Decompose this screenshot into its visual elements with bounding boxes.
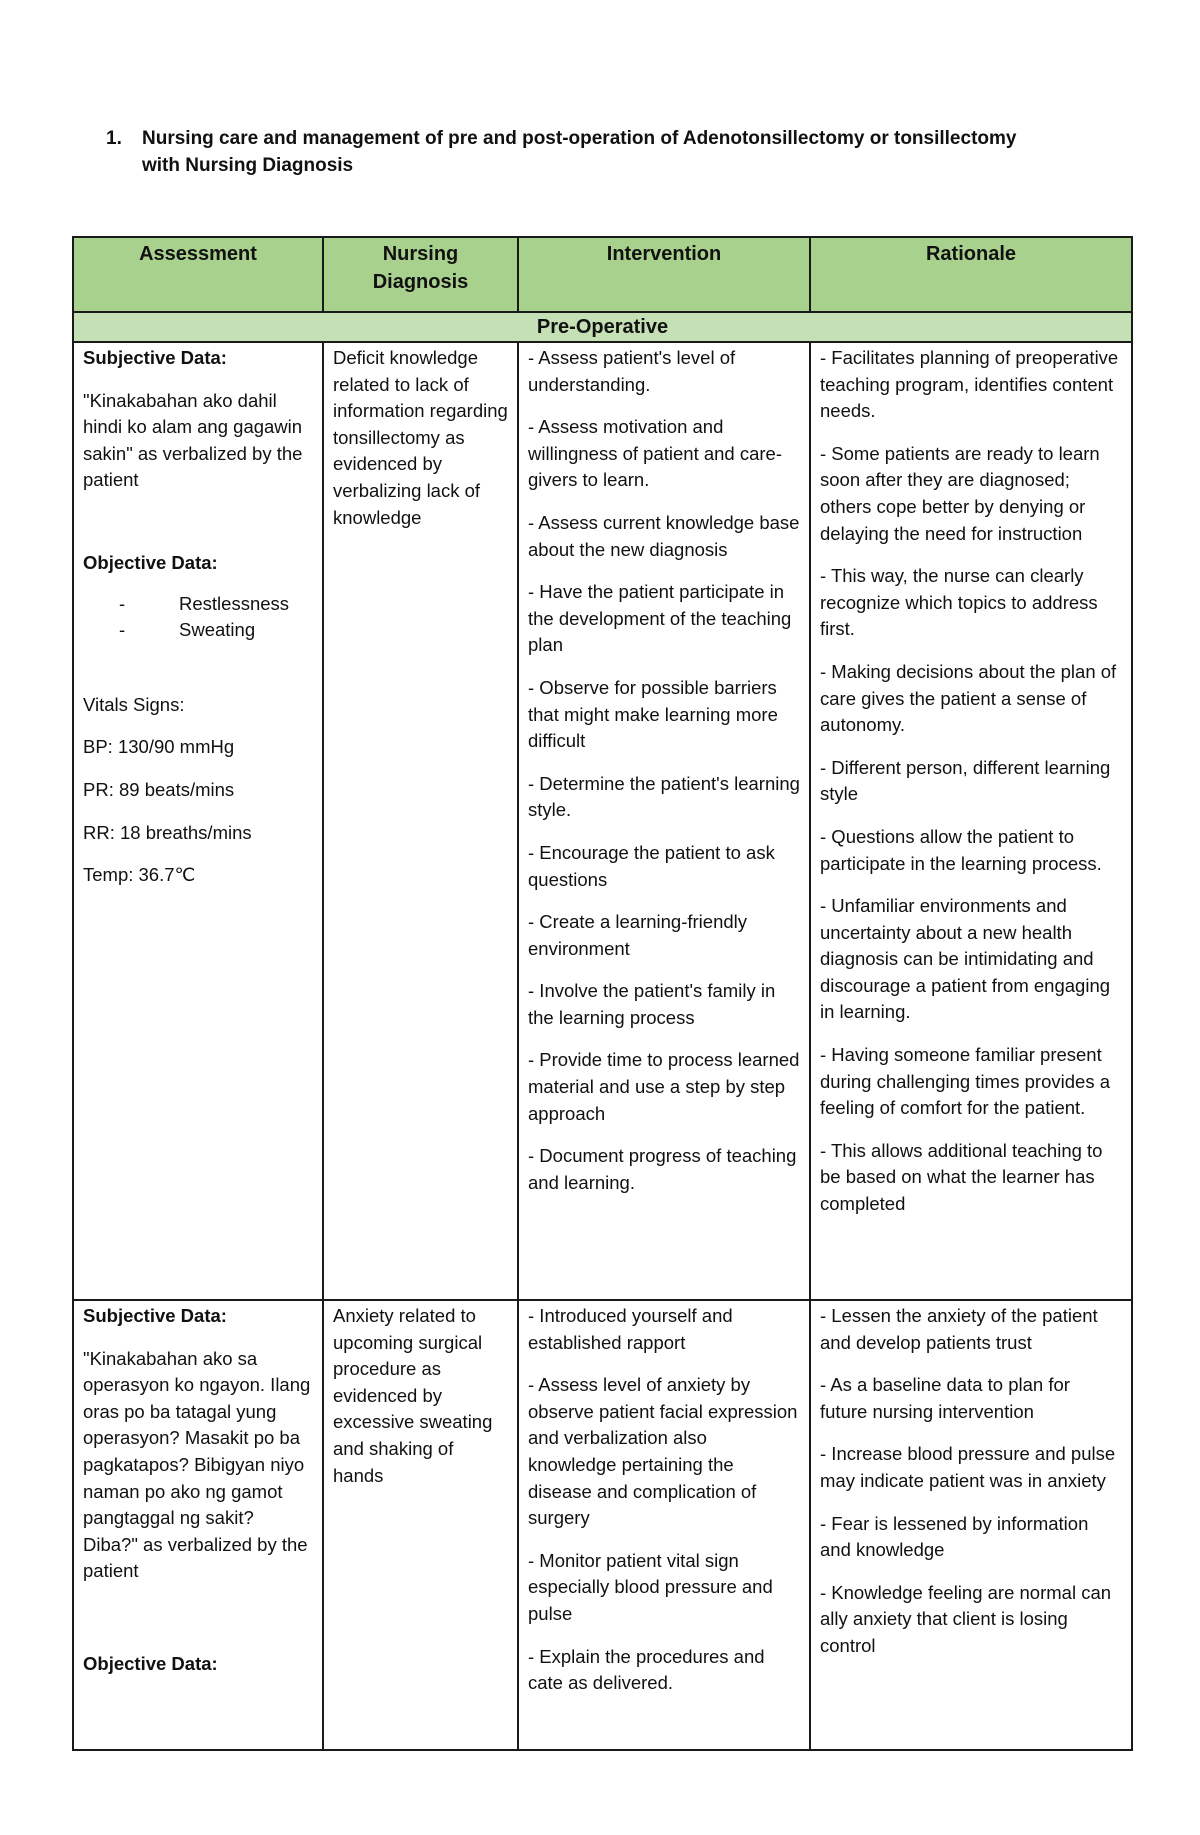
rationale-item: - As a baseline data to plan for future nursing intervention	[820, 1374, 1070, 1422]
subjective-quote: "Kinakabahan ako dahil hindi ko alam ang gagawin sakin" as verbalized by the patient	[83, 389, 303, 491]
subjective-label: Subjective Data:	[83, 1305, 227, 1326]
intervention-item: - Determine the patient's learning style.	[528, 772, 800, 821]
intervention-item: - Monitor patient vital sign especially blood pressure and pulse	[528, 1549, 773, 1624]
table-row	[73, 342, 1132, 1300]
subjective-quote: "Kinakabahan ako sa operasyon ko ngayon. Ilang oras po ba tatagal yung operasyon? Masakit po ba pagkatapos? Bibigyan niyo naman po ako ng gamot pangtaggal ng sakit? Diba?" as verbalized by the patient	[83, 1347, 311, 1582]
diagnosis-cell	[323, 342, 518, 1300]
section-row	[73, 312, 1132, 342]
intervention-item: - Observe for possible barriers that might make learning more difficult	[528, 676, 778, 752]
rationale-item: - This way, the nurse can clearly recognize which topics to address first.	[820, 565, 1098, 640]
list-item: - Sweating	[119, 619, 256, 641]
objective-list	[83, 591, 313, 644]
header-nursing-diagnosis: Nursing Diagnosis	[323, 237, 518, 312]
vital-rr: RR: 18 breaths/mins	[83, 821, 252, 843]
vital-temp: Temp: 36.7℃	[83, 864, 196, 886]
heading-number: 1.	[106, 128, 122, 149]
rationale-item: - Different person, different learning style	[820, 756, 1111, 805]
intervention-cell	[518, 342, 810, 1300]
intervention-item: - Assess patient's level of understanding.	[528, 347, 736, 395]
rationale-item: - Facilitates planning of preoperative teaching program, identifies content needs.	[820, 347, 1119, 422]
rationale-item: - Having someone familiar present during challenging times provides a feeling of comfort for the patient.	[820, 1044, 1111, 1119]
objective-label: Objective Data:	[83, 551, 218, 573]
rationale-item: - Questions allow the patient to participate in the learning process.	[820, 825, 1102, 874]
header-rationale: Rationale	[810, 237, 1132, 312]
intervention-item: - Encourage the patient to ask questions	[528, 841, 775, 890]
rationale-item: - Unfamiliar environments and uncertainty about a new health diagnosis can be intimidating and discourage a patient from engaging in learning.	[820, 895, 1111, 1023]
list-item: - Restlessness	[119, 592, 290, 614]
intervention-item: - Create a learning-friendly environment	[528, 911, 748, 959]
diagnosis-text: Anxiety related to upcoming surgical procedure as evidenced by excessive sweating and shaking of hands	[333, 1305, 493, 1486]
diagnosis-text: Deficit knowledge related to lack of information regarding tonsillectomy as evidenced by verbalizing lack of knowledge	[333, 347, 508, 528]
intervention-item: - Assess level of anxiety by observe patient facial expression and verbalization also knowledge pertaining the disease and complication of surgery	[528, 1374, 798, 1529]
intervention-item: - Involve the patient's family in the learning process	[528, 980, 776, 1028]
intervention-item: - Assess motivation and willingness of patient and care-givers to learn.	[528, 416, 783, 491]
assessment-cell	[73, 342, 323, 1300]
header-intervention: Intervention	[518, 237, 810, 312]
table-header-row	[73, 237, 1132, 312]
header-assessment: Assessment	[73, 237, 323, 312]
rationale-item: - Making decisions about the plan of care gives the patient a sense of autonomy.	[820, 660, 1117, 736]
objective-label: Objective Data:	[83, 1652, 218, 1674]
rationale-cell	[810, 1300, 1132, 1750]
rationale-item: - This allows additional teaching to be based on what the learner has completed	[820, 1139, 1103, 1215]
intervention-item: - Have the patient participate in the development of the teaching plan	[528, 581, 792, 656]
rationale-item: - Increase blood pressure and pulse may indicate patient was in anxiety	[820, 1443, 1116, 1491]
intervention-item: - Explain the procedures and cate as delivered.	[528, 1645, 765, 1694]
heading-text: Nursing care and management of pre and post-operation of Adenotonsillectomy or tonsillectomy with Nursing Diagnosis	[142, 128, 1017, 176]
document-heading	[106, 125, 1026, 179]
rationale-item: - Some patients are ready to learn soon after they are diagnosed; others cope better by denying or delaying the need for instruction	[820, 442, 1100, 544]
intervention-cell	[518, 1300, 810, 1750]
subjective-label: Subjective Data:	[83, 347, 227, 368]
intervention-item: - Assess current knowledge base about the new diagnosis	[528, 511, 800, 560]
rationale-item: - Knowledge feeling are normal can ally anxiety that client is losing control	[820, 1581, 1112, 1656]
section-label: Pre-Operative	[73, 312, 1132, 342]
assessment-cell	[73, 1300, 323, 1750]
diagnosis-cell	[323, 1300, 518, 1750]
nursing-care-table	[72, 236, 1133, 1751]
rationale-item: - Lessen the anxiety of the patient and develop patients trust	[820, 1305, 1098, 1353]
table-row	[73, 1300, 1132, 1750]
intervention-item: - Introduced yourself and established rapport	[528, 1305, 733, 1353]
vital-pr: PR: 89 beats/mins	[83, 778, 235, 800]
rationale-cell	[810, 342, 1132, 1300]
intervention-item: - Document progress of teaching and learning.	[528, 1145, 797, 1193]
rationale-item: - Fear is lessened by information and knowledge	[820, 1512, 1089, 1561]
vital-bp: BP: 130/90 mmHg	[83, 736, 235, 758]
vitals-label: Vitals Signs:	[83, 693, 185, 715]
intervention-item: - Provide time to process learned material and use a step by step approach	[528, 1049, 800, 1124]
